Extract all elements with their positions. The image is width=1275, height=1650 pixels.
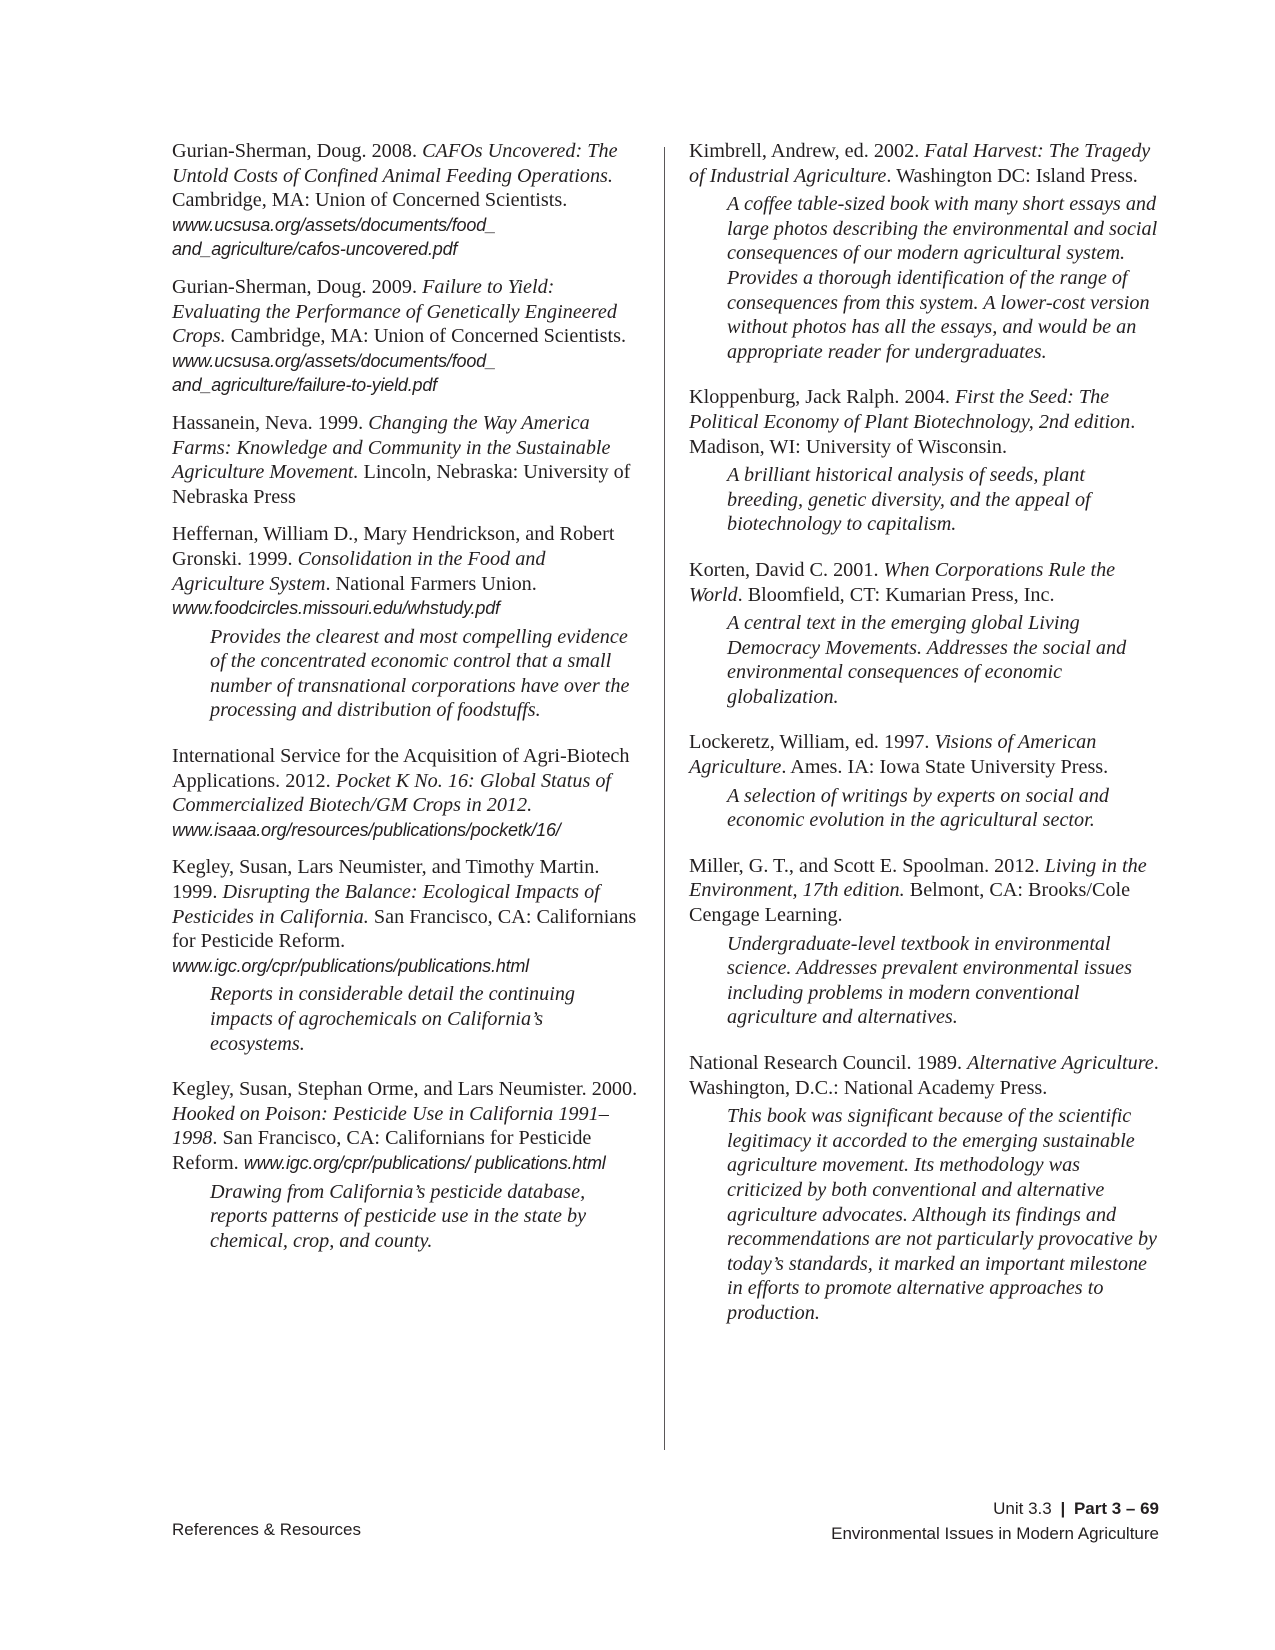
citation <box>689 558 1159 607</box>
reference-entry <box>689 730 1159 840</box>
reference-entry <box>172 139 642 262</box>
annotation: A coffee table-sized book with many short essays and large photos describing the environmental and social consequences of our modern agricultural system. Provides a thorough identification of the range of consequences from this system. A lower-cost version without photos has all the essays, and would be an appropriate reader for undergraduates. <box>727 193 1158 363</box>
footer-separator: | <box>1060 1499 1066 1518</box>
citation <box>172 139 642 262</box>
citation-author-year: Miller, G. T., and Scott E. Spoolman. 2012. <box>689 854 1045 877</box>
citation-publisher: . San Francisco, CA: Californians for Pesticide Reform. <box>172 1127 592 1174</box>
citation <box>172 855 642 978</box>
annotation: This book was significant because of the scientific legitimacy it accorded to the emerging sustainable agriculture movement. Its methodology was criticized by both conventional and alternative agriculture advocates. Although its findings and recommendations are not particularly provocative by today’s standards, it marked an important milestone in efforts to promote alternative approaches to production. <box>727 1105 1158 1324</box>
annotation: A brilliant historical analysis of seeds, plant breeding, genetic diversity, and the appeal of biotechnology to capitalism. <box>727 464 1091 536</box>
citation-author-year: Heffernan, William D., Mary Hendrickson, and Robert Gronski. 1999. <box>172 523 615 570</box>
citation-author-year: Kegley, Susan, Lars Neumister, and Timothy Martin. 1999. <box>172 856 600 904</box>
annotation: Provides the clearest and most compelling evidence of the concentrated economic control that a small number of transnational corporations have over the processing and distribution of foodstuffs. <box>210 625 630 722</box>
footer-section-label: References & Resources <box>172 1520 361 1539</box>
citation-author-year: Hassanein, Neva. 1999. <box>172 411 369 434</box>
citation-author-year: Kegley, Susan, Stephan Orme, and Lars Neumister. 2000. <box>172 1078 638 1101</box>
citation-author-year: Gurian-Sherman, Doug. 2008. <box>172 140 423 162</box>
annotation: Reports in considerable detail the continuing impacts of agrochemicals on California’s ecosystems. <box>210 983 576 1055</box>
reference-entry <box>689 1051 1159 1334</box>
citation-title: When Corporations Rule the World <box>689 558 1116 606</box>
footer-page-number: Part 3 – 69 <box>1073 1499 1159 1518</box>
citation-title: Living in the Environment, 17th edition. <box>689 854 1147 902</box>
citation-publisher: San Francisco, CA: Californians for Pesticide Reform. <box>172 905 637 953</box>
citation-title: CAFOs Uncovered: The Untold Costs of Confined Animal Feeding Operations. <box>172 140 618 187</box>
annotation: A central text in the emerging global Living Democracy Movements. Addresses the social and environmental consequences of economic globalization. <box>727 612 1127 708</box>
citation-author-year: International Service for the Acquisition of Agri-Biotech Applications. 2012. <box>172 745 630 792</box>
citation-title: Fatal Harvest: The Tragedy of Industrial Agriculture <box>689 140 1151 187</box>
footer-page-info <box>831 1496 1159 1546</box>
reference-entry <box>689 854 1159 1038</box>
citation-publisher: Cambridge, MA: Union of Concerned Scientists. <box>225 325 627 348</box>
reference-entry <box>689 139 1159 372</box>
citation-publisher: . Washington, D.C.: National Academy Press. <box>689 1052 1159 1099</box>
reference-entry <box>172 1077 642 1261</box>
footer-subtitle: Environmental Issues in Modern Agriculture <box>831 1524 1159 1543</box>
citation-title: Consolidation in the Food and Agriculture System <box>172 547 546 595</box>
citation-title: Alternative Agriculture <box>967 1052 1154 1074</box>
citation-url[interactable]: www.igc.org/cpr/publications/publications.html <box>172 955 529 976</box>
reference-entry <box>172 744 642 842</box>
annotation: A selection of writings by experts on social and economic evolution in the agricultural sector. <box>727 784 1110 832</box>
citation-author-year: Kloppenburg, Jack Ralph. 2004. <box>689 386 955 409</box>
citation-author-year: National Research Council. 1989. <box>689 1052 968 1074</box>
reference-entry <box>172 522 642 731</box>
citation-url[interactable]: www.isaaa.org/resources/publications/pocketk/16/ <box>172 819 561 840</box>
citation-title: Changing the Way America Farms: Knowledge and Community in the Sustainable Agriculture Movement. <box>172 411 611 484</box>
reference-entry <box>689 558 1159 718</box>
citation <box>172 411 642 509</box>
footer-unit: Unit 3.3 <box>993 1499 1052 1518</box>
citation-author-year: Gurian-Sherman, Doug. 2009. <box>172 275 423 298</box>
column-divider <box>664 147 665 1450</box>
citation-publisher: . Bloomfield, CT: Kumarian Press, Inc. <box>737 583 1055 606</box>
citation-publisher: Lincoln, Nebraska: University of Nebraska Press <box>172 461 631 508</box>
footer-unit-line <box>831 1496 1159 1521</box>
right-column <box>689 139 1159 1347</box>
citation-author-year: Lockeretz, William, ed. 1997. <box>689 731 935 754</box>
citation <box>689 854 1159 928</box>
citation <box>172 522 642 620</box>
left-column <box>172 139 642 1274</box>
citation-author-year: Kimbrell, Andrew, ed. 2002. <box>689 140 925 162</box>
citation-url[interactable]: www.ucsusa.org/assets/documents/food_ and_agriculture/cafos-uncovered.pdf <box>172 214 496 260</box>
reference-entry <box>172 275 642 398</box>
annotation: Drawing from California’s pesticide database, reports patterns of pesticide use in the state by chemical, crop, and county. <box>210 1180 587 1252</box>
reference-entry <box>689 385 1159 545</box>
citation <box>172 1077 642 1175</box>
citation <box>172 744 642 842</box>
citation-title: Visions of American Agriculture <box>689 731 1097 779</box>
citation-url[interactable]: www.igc.org/cpr/publications/ publications.html <box>243 1152 606 1173</box>
citation <box>689 385 1159 459</box>
citation-publisher: . Washington DC: Island Press. <box>886 164 1138 187</box>
citation-publisher: . Ames. IA: Iowa State University Press. <box>781 756 1109 779</box>
citation <box>689 139 1159 188</box>
citation <box>172 275 642 398</box>
citation-title: First the Seed: The Political Economy of Plant Biotechnology, 2nd edition <box>689 386 1131 433</box>
reference-entry <box>172 411 642 509</box>
citation-title: Failure to Yield: Evaluating the Performance of Genetically Engineered Crops. <box>172 275 617 348</box>
citation <box>689 1051 1159 1100</box>
citation-publisher: . National Farmers Union. <box>325 572 537 595</box>
citation-publisher: . Madison, WI: University of Wisconsin. <box>689 410 1136 458</box>
annotation: Undergraduate-level textbook in environmental science. Addresses prevalent environmental issues including problems in modern conventional agriculture and alternatives. <box>727 932 1132 1029</box>
citation-title: Pocket K No. 16: Global Status of Commercialized Biotech/GM Crops in 2012. <box>172 769 612 817</box>
citation <box>689 730 1159 779</box>
citation-url[interactable]: www.ucsusa.org/assets/documents/food_ and_agriculture/failure-to-yield.pdf <box>172 350 496 396</box>
citation-url[interactable]: www.foodcircles.missouri.edu/whstudy.pdf <box>172 598 500 619</box>
citation-title: Disrupting the Balance: Ecological Impacts of Pesticides in California. <box>172 881 600 928</box>
citation-title: Hooked on Poison: Pesticide Use in California 1991–1998 <box>172 1102 609 1150</box>
reference-entry <box>172 855 642 1064</box>
citation-author-year: Korten, David C. 2001. <box>689 558 884 581</box>
citation-publisher: Belmont, CA: Brooks/Cole Cengage Learning. <box>689 879 1131 927</box>
citation-publisher: Cambridge, MA: Union of Concerned Scientists. <box>172 189 568 212</box>
